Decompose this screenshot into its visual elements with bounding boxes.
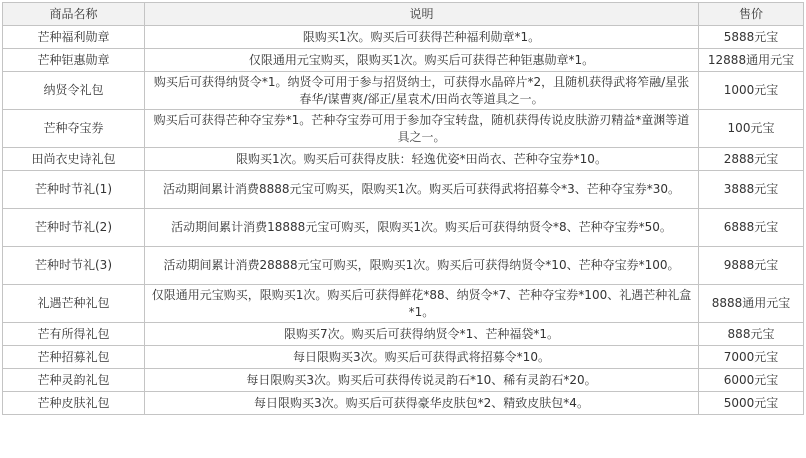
product-desc: 活动期间累计消费18888元宝可购买，限购买1次。购买后可获得纳贤令*8、芒种夺宝券*50。 xyxy=(145,209,699,247)
product-price: 6000元宝 xyxy=(699,369,804,392)
product-price: 2888元宝 xyxy=(699,148,804,171)
product-name: 田尚衣史诗礼包 xyxy=(3,148,145,171)
product-price: 5888元宝 xyxy=(699,26,804,49)
product-name: 芒种夺宝券 xyxy=(3,110,145,148)
product-desc: 活动期间累计消费28888元宝可购买，限购买1次。购买后可获得纳贤令*10、芒种夺宝券*100。 xyxy=(145,247,699,285)
product-name: 芒种钜惠勋章 xyxy=(3,49,145,72)
product-name: 芒种招募礼包 xyxy=(3,346,145,369)
product-name: 芒种灵韵礼包 xyxy=(3,369,145,392)
product-desc: 每日限购买3次。购买后可获得武将招募令*10。 xyxy=(145,346,699,369)
table-row xyxy=(3,171,804,209)
table-row xyxy=(3,346,804,369)
product-desc: 每日限购买3次。购买后可获得豪华皮肤包*2、精致皮肤包*4。 xyxy=(145,392,699,415)
product-name: 芒种时节礼(1) xyxy=(3,171,145,209)
product-name: 芒种时节礼(2) xyxy=(3,209,145,247)
product-name: 芒种时节礼(3) xyxy=(3,247,145,285)
product-price: 100元宝 xyxy=(699,110,804,148)
table-row xyxy=(3,72,804,110)
product-price: 3888元宝 xyxy=(699,171,804,209)
table-row xyxy=(3,49,804,72)
product-desc: 活动期间累计消费8888元宝可购买，限购买1次。购买后可获得武将招募令*3、芒种夺宝券*30。 xyxy=(145,171,699,209)
header-name: 商品名称 xyxy=(3,3,145,26)
product-desc: 限购买1次。购买后可获得皮肤：轻逸优姿*田尚衣、芒种夺宝券*10。 xyxy=(145,148,699,171)
table-row xyxy=(3,148,804,171)
product-desc: 仅限通用元宝购买，限购买1次。购买后可获得芒种钜惠勋章*1。 xyxy=(145,49,699,72)
product-desc: 购买后可获得芒种夺宝券*1。芒种夺宝券可用于参加夺宝转盘，随机获得传说皮肤游刃精益*童渊等道具之一。 xyxy=(145,110,699,148)
product-price: 1000元宝 xyxy=(699,72,804,110)
table-row xyxy=(3,323,804,346)
product-price: 7000元宝 xyxy=(699,346,804,369)
table-row xyxy=(3,369,804,392)
product-desc: 仅限通用元宝购买，限购买1次。购买后可获得鲜花*88、纳贤令*7、芒种夺宝券*100、礼遇芒种礼盒*1。 xyxy=(145,285,699,323)
product-desc: 购买后可获得纳贤令*1。纳贤令可用于参与招贤纳士，可获得水晶碎片*2，且随机获得武将笮融/星张春华/谋曹爽/郤正/星袁术/田尚衣等道具之一。 xyxy=(145,72,699,110)
product-name: 芒种福利勋章 xyxy=(3,26,145,49)
product-desc: 限购买1次。购买后可获得芒种福利勋章*1。 xyxy=(145,26,699,49)
table-header-row xyxy=(3,3,804,26)
header-price: 售价 xyxy=(699,3,804,26)
product-desc: 限购买7次。购买后可获得纳贤令*1、芒种福袋*1。 xyxy=(145,323,699,346)
table-row xyxy=(3,209,804,247)
product-name: 纳贤令礼包 xyxy=(3,72,145,110)
table-row xyxy=(3,247,804,285)
table-row xyxy=(3,26,804,49)
table-row xyxy=(3,285,804,323)
table-row xyxy=(3,110,804,148)
product-table xyxy=(2,2,804,415)
product-name: 礼遇芒种礼包 xyxy=(3,285,145,323)
product-price: 8888通用元宝 xyxy=(699,285,804,323)
product-name: 芒有所得礼包 xyxy=(3,323,145,346)
table-row xyxy=(3,392,804,415)
product-price: 12888通用元宝 xyxy=(699,49,804,72)
product-price: 888元宝 xyxy=(699,323,804,346)
product-price: 5000元宝 xyxy=(699,392,804,415)
product-price: 6888元宝 xyxy=(699,209,804,247)
product-price: 9888元宝 xyxy=(699,247,804,285)
product-desc: 每日限购买3次。购买后可获得传说灵韵石*10、稀有灵韵石*20。 xyxy=(145,369,699,392)
product-name: 芒种皮肤礼包 xyxy=(3,392,145,415)
header-desc: 说明 xyxy=(145,3,699,26)
